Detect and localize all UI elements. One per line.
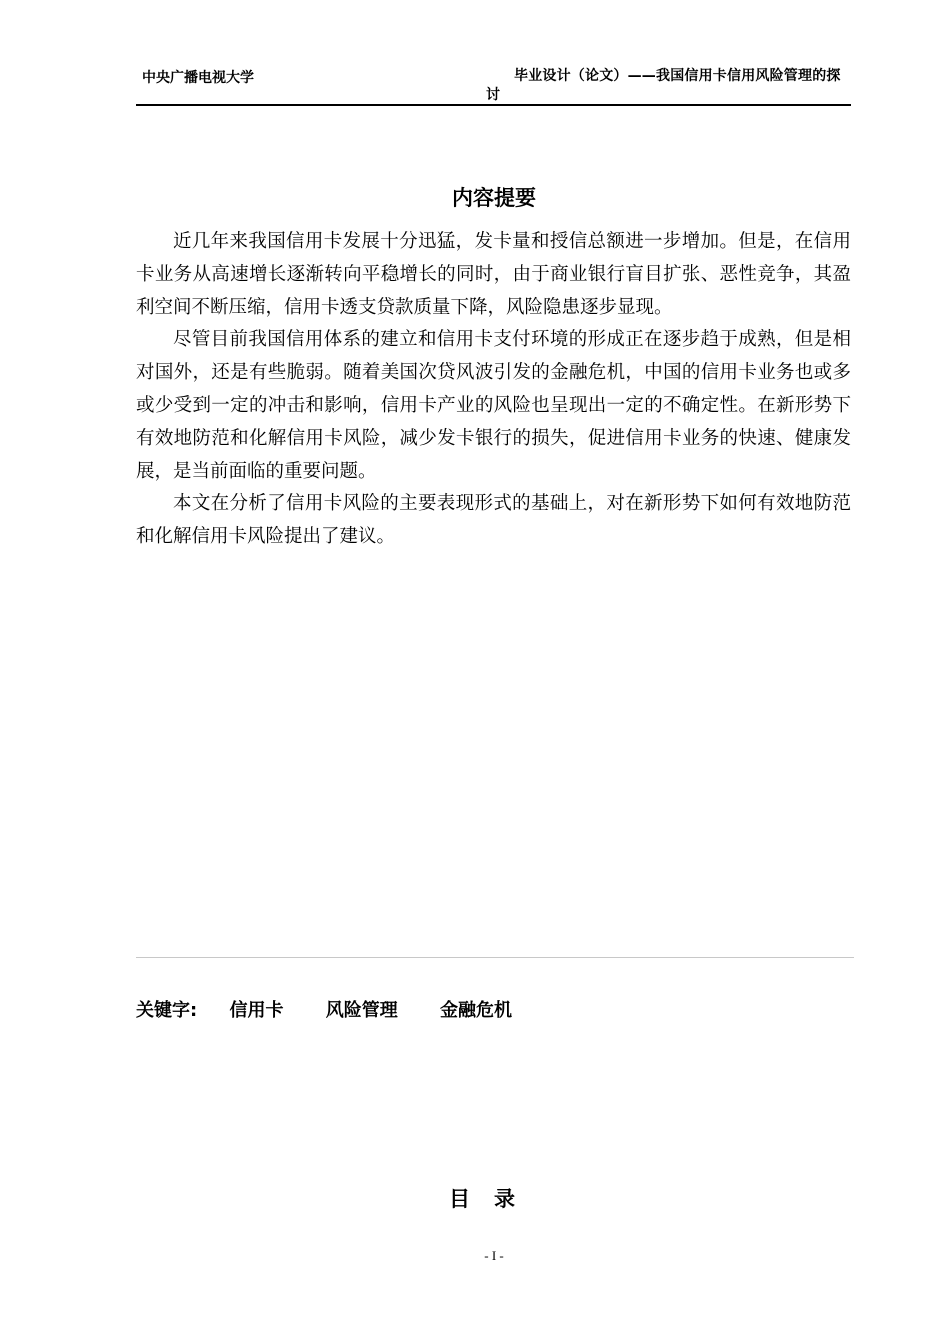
header-thesis-title: 毕业设计（论文）——我国信用卡信用风险管理的探讨 [486, 68, 841, 103]
keywords-label: 关键字: [136, 1000, 198, 1021]
abstract-paragraph-2: 尽管目前我国信用体系的建立和信用卡支付环境的形成正在逐步趋于成熟，但是相对国外，还是有些脆弱。随着美国次贷风波引发的金融危机，中国的信用卡业务也或多或少受到一定的冲击和影响，信用卡产业的风险也呈现出一定的不确定性。在新形势下有效地防范和化解信用卡风险，减少发卡银行的损失，促进信用卡业务的快速、健康发展，是当前面临的重要问题。 [136, 329, 851, 482]
page-number: - I - [484, 1248, 504, 1263]
abstract-title: 内容提要 [452, 186, 536, 210]
abstract-paragraph-3: 本文在分析了信用卡风险的主要表现形式的基础上，对在新形势下如何有效地防范和化解信用卡风险提出了建议。 [136, 493, 851, 548]
abstract-body [136, 226, 851, 554]
page-header [136, 62, 851, 106]
toc-title: 目录 [449, 1187, 539, 1211]
keywords-line [136, 996, 548, 1022]
section-divider [136, 957, 854, 958]
keyword-credit-card: 信用卡 [229, 1000, 284, 1021]
keyword-risk-management: 风险管理 [325, 1000, 398, 1021]
header-university: 中央广播电视大学 [142, 70, 254, 86]
abstract-paragraph-1: 近几年来我国信用卡发展十分迅猛，发卡量和授信总额进一步增加。但是，在信用卡业务从高速增长逐渐转向平稳增长的同时，由于商业银行盲目扩张、恶性竞争，其盈利空间不断压缩，信用卡透支贷款质量下降，风险隐患逐步显现。 [136, 231, 851, 318]
keyword-financial-crisis: 金融危机 [440, 1000, 513, 1021]
